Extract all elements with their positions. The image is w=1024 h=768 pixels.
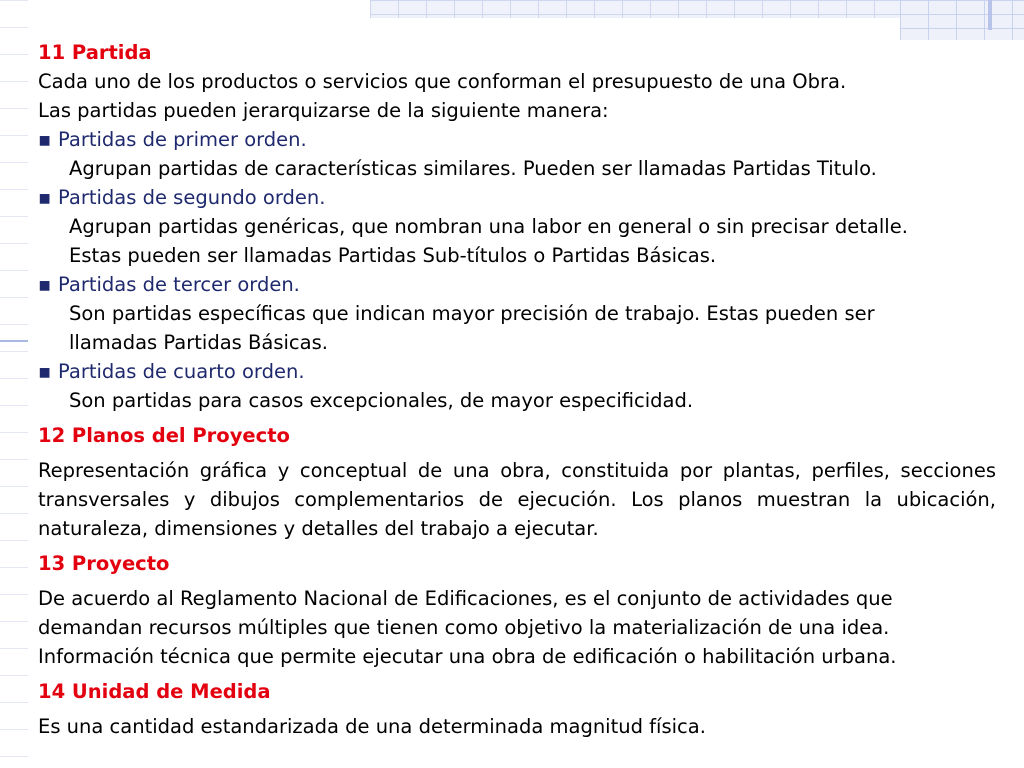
section-heading-proyecto: 13 Proyecto [38,552,170,575]
bullet-text: Agrupan partidas de características similares. Pueden ser llamadas Partidas Titulo. [69,157,877,180]
left-accent-line [0,340,28,342]
bullet-marker-icon: ▪ [38,186,52,209]
proyecto-line-1: De acuerdo al Reglamento Nacional de Edificaciones, es el conjunto de actividades que [38,587,893,610]
bullet-marker-icon: ▪ [38,360,52,383]
bullet-cuarto-orden [38,357,996,386]
bullet-title: Partidas de primer orden. [58,128,307,151]
bullet-title: Partidas de tercer orden. [58,273,300,296]
partida-intro-2: Las partidas pueden jerarquizarse de la siguiente manera: [38,99,609,122]
top-right-bar-decoration [988,0,992,30]
bullet-text: Son partidas específicas que indican mayor precisión de trabajo. Estas pueden ser [69,302,875,325]
bullet-text: Agrupan partidas genéricas, que nombran una labor en general o sin precisar detalle. [69,215,908,238]
top-right-grid-decoration [900,0,1024,40]
proyecto-line-2: demandan recursos múltiples que tienen como objetivo la materialización de una idea. [38,616,890,639]
bullet-segundo-orden [38,183,996,212]
bullet-text: Son partidas para casos excepcionales, de mayor especificidad. [69,389,694,412]
unidad-line-1: Es una cantidad estandarizada de una determinada magnitud física. [38,715,706,738]
section-heading-planos: 12 Planos del Proyecto [38,424,290,447]
planos-body: Representación gráfica y conceptual de una obra, constituida por plantas, perfiles, secciones transversales y dibujos complementarios de ejecución. Los planos muestran la ubicación, naturaleza, dimensiones y detalles del trabajo a ejecutar. [38,459,996,540]
bullet-text: llamadas Partidas Básicas. [69,331,328,354]
bullet-tercer-orden [38,270,996,299]
partida-intro-1: Cada uno de los productos o servicios que conforman el presupuesto de una Obra. [38,70,847,93]
section-heading-unidad: 14 Unidad de Medida [38,680,271,703]
left-grid-decoration [0,0,28,768]
bullet-primer-orden [38,125,996,154]
bullet-title: Partidas de cuarto orden. [58,360,305,383]
bullet-marker-icon: ▪ [38,273,52,296]
proyecto-line-3: Información técnica que permite ejecutar una obra de edificación o habilitación urbana. [38,645,897,668]
bullet-title: Partidas de segundo orden. [58,186,326,209]
bullet-marker-icon: ▪ [38,128,52,151]
section-heading-partida: 11 Partida [38,41,152,64]
bullet-text: Estas pueden ser llamadas Partidas Sub-títulos o Partidas Básicas. [69,244,717,267]
slide-content [38,38,996,741]
